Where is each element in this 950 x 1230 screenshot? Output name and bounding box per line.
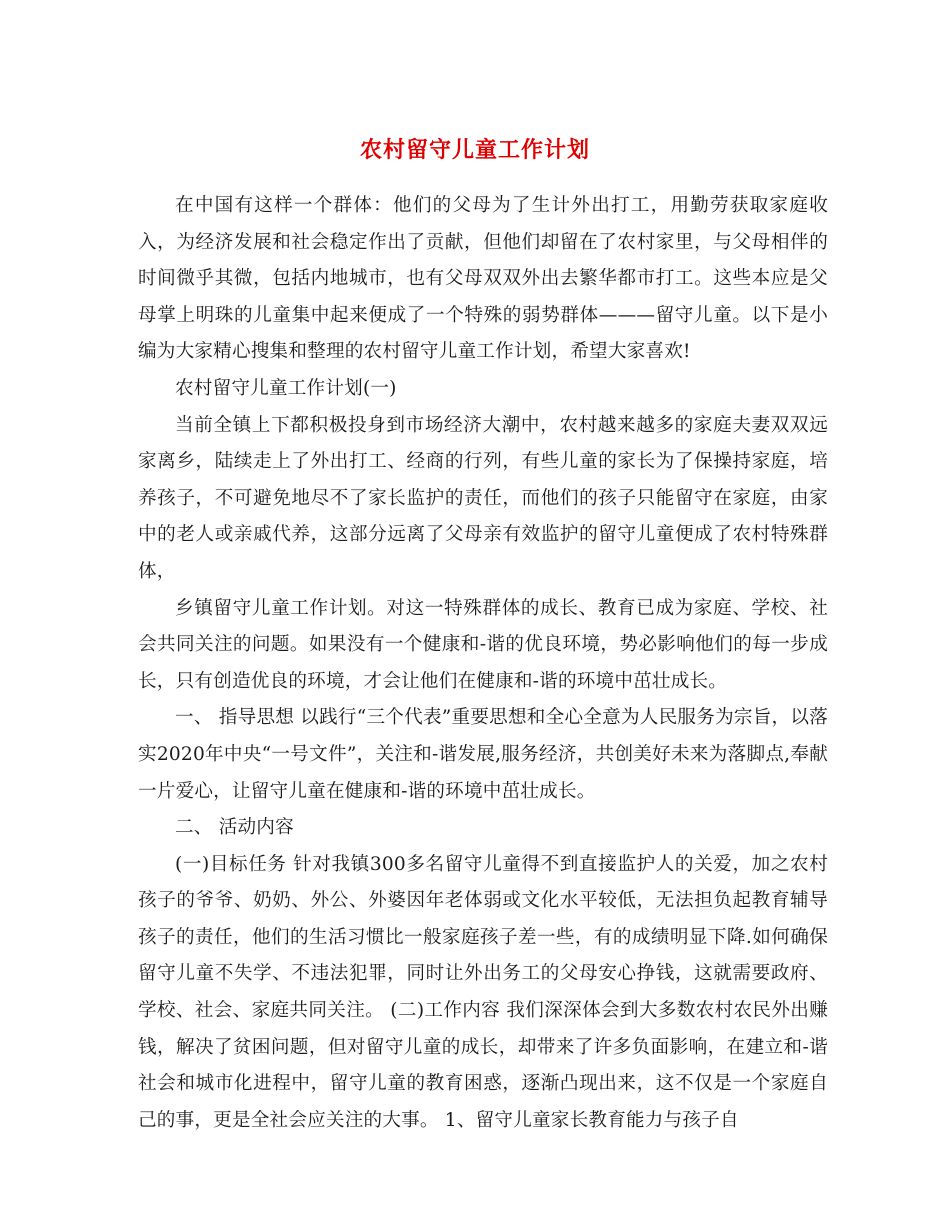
paragraph-background: 当前全镇上下都积极投身到市场经济大潮中，农村越来越多的家庭夫妻双双远家离乡，陆续走上了外出打工、经商的行列，有些儿童的家长为了保操持家庭，培养孩子，不可避免地尽不了家长监护的责任，而他们的孩子只能留守在家庭，由家中的老人或亲戚代养，这部分远离了父母亲有效监护的留守儿童便成了农村特殊群体， [138, 414, 828, 582]
paragraph-concern: 乡镇留守儿童工作计划。对这一特殊群体的成长、教育已成为家庭、学校、社会共同关注的问题。如果没有一个健康和-谐的优良环境，势必影响他们的每一步成长，只有创造优良的环境，才会让他们在健康和-谐的环境中茁壮成长。 [138, 597, 828, 692]
paragraph-activity-heading: 二、 活动内容 [175, 817, 294, 839]
paragraph-section-heading: 农村留守儿童工作计划(一) [175, 377, 397, 399]
document-body [138, 188, 828, 1139]
paragraph-guiding-thought: 一、 指导思想 以践行“三个代表”重要思想和全心全意为人民服务为宗旨，以落实2020年中央“一号文件”，关注和-谐发展,服务经济，共创美好未来为落脚点,奉献一片爱心，让留守儿童在健康和-谐的环境中茁壮成长。 [138, 707, 828, 802]
paragraph-intro: 在中国有这样一个群体：他们的父母为了生计外出打工，用勤劳获取家庭收入，为经济发展和社会稳定作出了贡献，但他们却留在了农村家里，与父母相伴的时间微乎其微，包括内地城市，也有父母双双外出去繁华都市打工。这些本应是父母掌上明珠的儿童集中起来便成了一个特殊的弱势群体———留守儿童。以下是小编为大家精心搜集和整理的农村留守儿童工作计划，希望大家喜欢! [138, 195, 828, 363]
paragraph-goals: (一)目标任务 针对我镇300多名留守儿童得不到直接监护人的关爱，加之农村孩子的爷爷、奶奶、外公、外婆因年老体弱或文化水平较低，无法担负起教育辅导孩子的责任，他们的生活习惯比一般家庭孩子差一些，有的成绩明显下降.如何确保留守儿童不失学、不违法犯罪，同时让外出务工的父母安心挣钱，这就需要政府、学校、社会、家庭共同关注。 (二)工作内容 我们深深体会到大多数农村农民外出赚钱，解决了贫困问题，但对留守儿童的成长，却带来了许多负面影响，在建立和-谐社会和城市化进程中，留守儿童的教育困惑，逐渐凸现出来，这不仅是一个家庭自己的事，更是全社会应关注的大事。 1、留守儿童家长教育能力与孩子自 [138, 853, 828, 1131]
document-title: 农村留守儿童工作计划 [359, 136, 590, 163]
